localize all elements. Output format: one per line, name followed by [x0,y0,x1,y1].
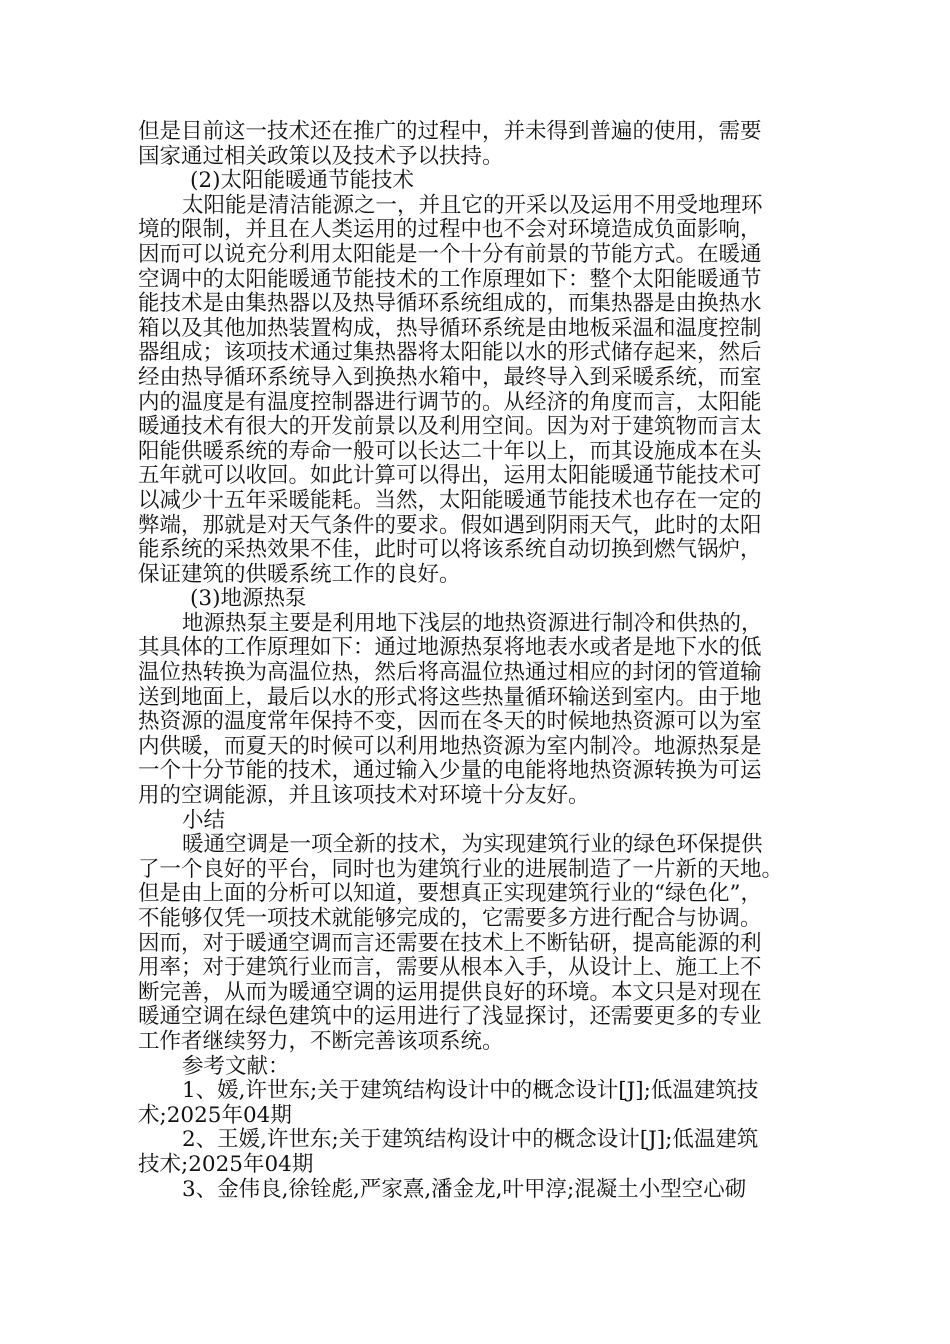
text-line: 内的温度是有温度控制器进行调节的。从经济的角度而言，太阳能 [138,389,762,415]
section-heading: (2)太阳能暖通节能技术 [190,168,414,194]
text-line: 能技术是由集热器以及热导循环系统组成的，而集热器是由换热水 [138,291,762,317]
text-line: 暖通空调在绿色建筑中的运用进行了浅显探讨，还需要更多的专业 [138,1004,762,1030]
text-line: 其具体的工作原理如下：通过地源热泵将地表水或者是地下水的低 [138,635,762,661]
text-line: 用率；对于建筑行业而言，需要从根本入手，从设计上、施工上不 [138,955,762,981]
text-line: 境的限制，并且在人类运用的过程中也不会对环境造成负面影响， [138,217,762,243]
text-line: 参考文献： [182,1053,290,1079]
text-line: 内供暖，而夏天的时候可以利用地热资源为室内制冷。地源热泵是 [138,733,762,759]
text-line: 术;2025年04期 [138,1102,292,1128]
text-line: 暖通技术有很大的开发前景以及利用空间。因为对于建筑物而言太 [138,414,762,440]
text-line: 不能够仅凭一项技术就能够完成的，它需要多方进行配合与协调。 [138,906,762,931]
text-line: 3、金伟良,徐铨彪,严家熹,潘金龙,叶甲淳;混凝土小型空心砌 [182,1176,747,1202]
text-line: 技术;2025年04期 [138,1151,314,1177]
text-line: 器组成；该项技术通过集热器将太阳能以水的形式储存起来，然后 [138,340,762,366]
document-page [138,120,814,1202]
text-line: 国家通过相关政策以及技术予以扶持。 [138,143,504,169]
text-line: 2、王媛,许世东;关于建筑结构设计中的概念设计[J];低温建筑 [182,1127,759,1153]
text-line: 小结 [182,807,226,833]
text-line: 但是由上面的分析可以知道，要想真正实现建筑行业的“绿色化”， [138,881,762,907]
text-line: 以减少十五年采暖能耗。当然，太阳能暖通节能技术也存在一定的 [138,487,762,513]
text-line: 箱以及其他加热装置构成，热导循环系统是由地板采温和温度控制 [138,315,762,341]
text-line: 地源热泵主要是利用地下浅层的地热资源进行制冷和供热的， [182,610,763,636]
text-line: 断完善，从而为暖通空调的运用提供良好的环境。本文只是对现在 [138,979,762,1005]
text-line: 保证建筑的供暖系统工作的良好。 [138,561,461,587]
text-line: 经由热导循环系统导入到换热水箱中，最终导入到采暖系统，而室 [138,364,762,390]
text-line: 但是目前这一技术还在推广的过程中，并未得到普遍的使用，需要 [138,119,762,144]
text-line: 1、媛,许世东;关于建筑结构设计中的概念设计[J];低温建筑技 [182,1078,759,1104]
text-line: 五年就可以收回。如此计算可以得出，运用太阳能暖通节能技术可 [138,463,762,489]
text-line: 暖通空调是一项全新的技术，为实现建筑行业的绿色环保提供 [182,832,763,858]
text-line: 了一个良好的平台，同时也为建筑行业的进展制造了一片新的天地。 [138,856,784,882]
text-line: 太阳能是清洁能源之一，并且它的开采以及运用不用受地理环 [182,192,763,218]
text-line: 用的空调能源，并且该项技术对环境十分友好。 [138,783,590,809]
text-line: 温位热转换为高温位热，然后将高温位热通过相应的封闭的管道输 [138,660,762,686]
text-line: 弊端，那就是对天气条件的要求。假如遇到阴雨天气，此时的太阳 [138,512,762,538]
text-line: 一个十分节能的技术，通过输入少量的电能将地热资源转换为可运 [138,758,762,784]
text-line: 因而可以说充分利用太阳能是一个十分有前景的节能方式。在暖通 [138,241,762,267]
text-line: 阳能供暖系统的寿命一般可以长达二十年以上，而其设施成本在头 [138,438,762,464]
section-heading: (3)地源热泵 [190,586,307,612]
text-line: 因而，对于暖通空调而言还需要在技术上不断钻研，提高能源的利 [138,930,762,956]
text-line: 热资源的温度常年保持不变，因而在冬天的时候地热资源可以为室 [138,709,762,735]
text-line: 送到地面上，最后以水的形式将这些热量循环输送到室内。由于地 [138,684,762,710]
document-body [138,120,814,1202]
text-line: 工作者继续努力，不断完善该项系统。 [138,1028,504,1054]
text-line: 空调中的太阳能暖通节能技术的工作原理如下：整个太阳能暖通节 [138,266,762,292]
text-line: 能系统的采热效果不佳，此时可以将该系统自动切换到燃气锅炉， [138,537,762,563]
